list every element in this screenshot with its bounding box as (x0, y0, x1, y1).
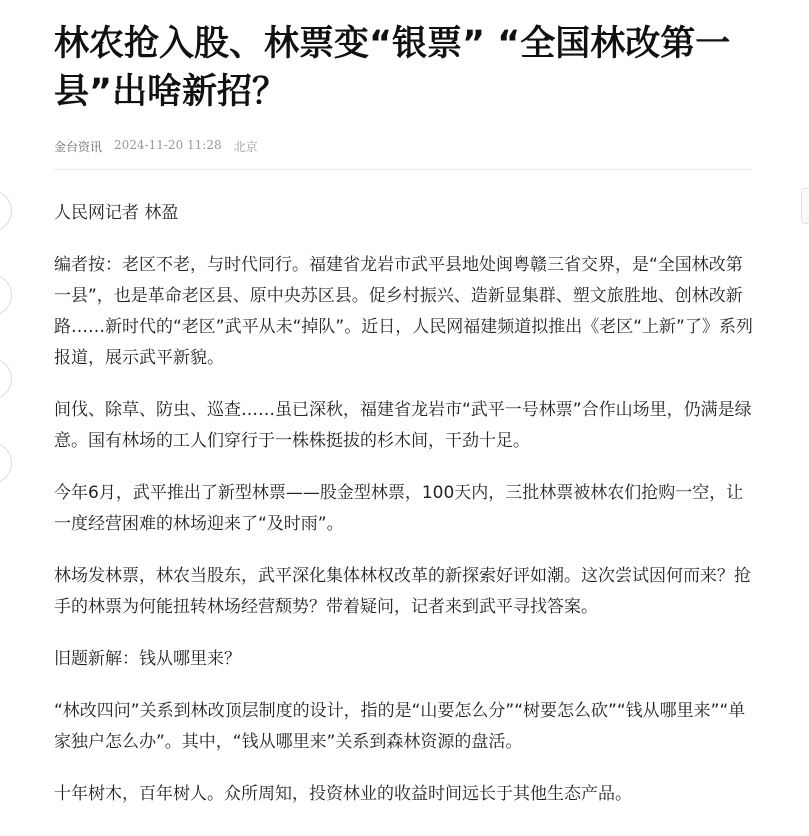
article-paragraph: 十年树木，百年树人。众所周知，投资林业的收益时间远长于其他生态产品。 (54, 784, 632, 804)
article-title: 林农抢入股、林票变“银票” “全国林改第一县”出啥新招？ (54, 24, 731, 112)
article-paragraph: “林改四问”关系到林改顶层制度的设计，指的是“山要怎么分”“树要怎么砍”“钱从哪里来”“单家独户怎么办”。其中，“钱从哪里来”关系到森林资源的盘活。 (54, 701, 746, 752)
side-action-button-1[interactable] (0, 190, 12, 232)
article-location: 北京 (233, 140, 258, 154)
side-action-button-4[interactable] (0, 442, 12, 484)
article-paragraph: 编者按：老区不老，与时代同行。福建省龙岩市武平县地处闽粤赣三省交界，是“全国林改第一县”，也是革命老区县、原中央苏区县。促乡村振兴、造新显集群、塑文旅胜地、创林改新路……新时代的“老区”武平从未“掉队”。近日，人民网福建频道拟推出《老区“上新”了》系列报道，展示武平新貌。 (54, 255, 753, 368)
side-action-button-3[interactable] (0, 358, 12, 400)
article (54, 20, 754, 831)
article-paragraph: 今年6月，武平推出了新型林票——股金型林票，100天内，三批林票被林农们抢购一空，让一度经营困难的林场迎来了“及时雨”。 (54, 483, 744, 534)
article-source[interactable]: 金台资讯 (54, 140, 103, 154)
article-paragraph: 间伐、除草、防虫、巡查……虽已深秋，福建省龙岩市“武平一号林票”合作山场里，仍满是绿意。国有林场的工人们穿行于一株株挺拔的杉木间，干劲十足。 (54, 400, 752, 451)
article-body (54, 198, 754, 810)
article-subheading: 旧题新解：钱从哪里来？ (54, 649, 241, 669)
side-action-button-2[interactable] (0, 274, 12, 316)
article-meta (54, 138, 752, 170)
side-toolbar (0, 190, 12, 526)
article-byline: 人民网记者 林盈 (54, 203, 179, 223)
right-floating-tab[interactable] (801, 188, 809, 224)
article-date: 2024-11-20 11:28 (114, 138, 222, 152)
article-paragraph: 林场发林票，林农当股东，武平深化集体林权改革的新探索好评如潮。这次尝试因何而来？抢手的林票为何能扭转林场经营颓势？带着疑问，记者来到武平寻找答案。 (54, 566, 751, 617)
